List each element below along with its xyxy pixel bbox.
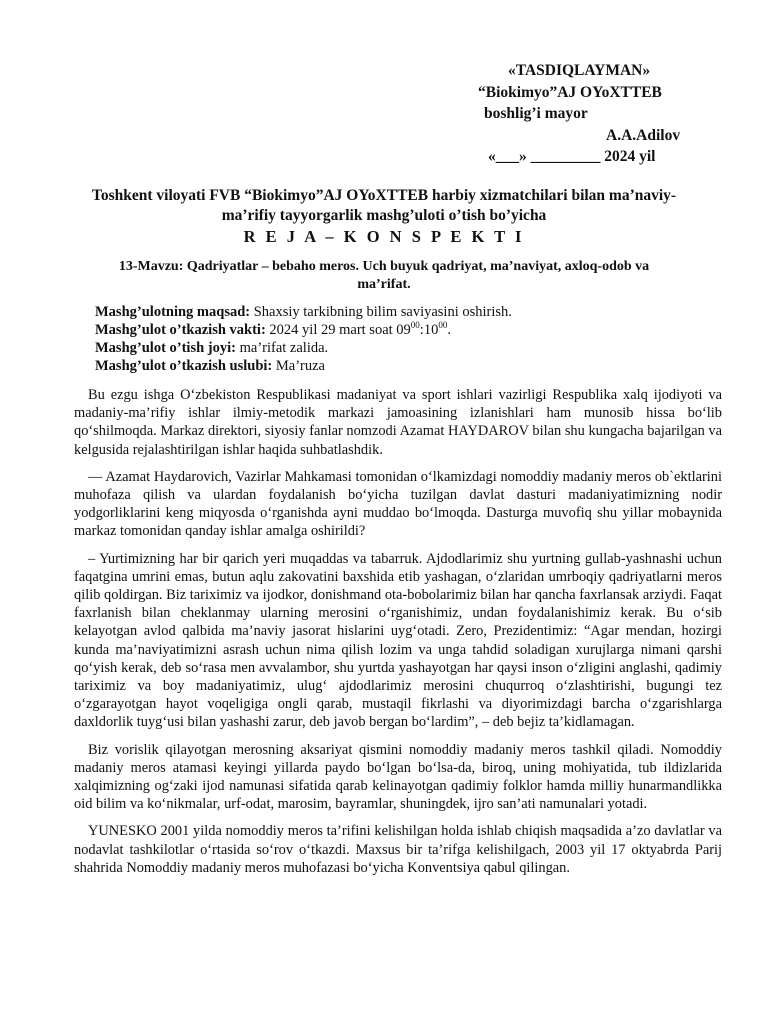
purpose-row <box>95 303 512 321</box>
approval-title: «TASDIQLAYMAN» <box>508 62 651 79</box>
place-row <box>95 339 512 357</box>
body-paragraph: – Yurtimizning har bir qarich yeri muqaddas va tabarruk. Ajdodlarimiz shu yurtning gullab-yashnashi uchun faqatgina umrini emas, butun aqlu zakovatini baxshida etib yashagan, o‘zlaridan umrboqiy qadriyatlarni meros qilib qoldirgan. Biz tariximiz va ijodkor, donishmand ota-bobolarimiz bilan har qancha faxrlansak arziydi. Faqat faxrlanish bilan cheklanmay ularning merosini o‘rganishimiz, undan foydalanishimiz kerak. Bu o‘sib kelayotgan avlod qalbida ma’naviy jasorat hislarini uyg‘otadi. Zero, Prezidentimiz: “Agar mendan, hozirgi kunda ma’naviyatimizni asrash uchun nima qilish lozim va unga tahdid soladigan xurujlarga nimani qarshi qo‘yish kerak, deb so‘rasa men avvalambor, shu yurtda yashayotgan har qaysi inson o‘zligini anglashi, qadimiy tariximiz va boy madaniyatimiz, ulug‘ ajdodlarimiz merosini chuqurroq o‘zlashtirishi, bugungi tez o‘zgarayotgan hayot voqeligiga ongli qarab, mustaqil fikrlashi va diyorimizdagi barcha o‘zgarishlarga daxldorlik tuyg‘usi bilan yashashi zarur, deb javob bergan bo‘lardim”, – deb bejiz ta’kidlamagan. <box>74 550 722 731</box>
method-value: Ma’ruza <box>272 358 325 374</box>
place-label: Mashg’ulot o’tish joyi: <box>95 340 236 356</box>
time-row <box>95 321 512 339</box>
body-paragraph: Bu ezgu ishga O‘zbekiston Respublikasi madaniyat va sport ishlari vazirligi Respublika xalq ijodiyoti va madaniy-ma’rifiy ishlar ilmiy-metodik markazi jamoasining izlanishlari ham munosib hissa bo‘lib qo‘shilmoqda. Markaz direktori, siyosiy fanlar nomzodi Azamat HAYDAROV bilan shu kungacha bajarilgan va kelgusida rejalashtirilgan ishlar haqida suhbatlashdik. <box>74 387 722 458</box>
approval-signatory-name: A.A.Adilov <box>606 126 681 144</box>
purpose-label: Mashg’ulotning maqsad: <box>95 304 251 320</box>
heading-line-2: ma’rifiy tayyorgarlik mashg’uloti o’tish bo’yicha <box>221 207 547 224</box>
document-body <box>74 386 722 886</box>
body-paragraph: — Azamat Haydarovich, Vazirlar Mahkamasi tomonidan o‘lkamizdagi nomoddiy madaniy meros ob`ektlarini muhofaza qilish va ulardan foydalanish bo‘yicha tuzilgan davlat dasturi madaniyatimizning nodir yodgorliklarini keng miqyosda o‘rganishda ayni muddao bo‘lmoqda. Dasturga muvofiq shu yillar mobaynida markaz tomonidan qanday ishlar amalga oshirildi? <box>74 468 722 540</box>
method-label: Mashg’ulot o’tkazish uslubi: <box>95 358 273 374</box>
document-type-title: R E J A – K O N S P E K T I <box>243 227 525 246</box>
method-row <box>95 357 512 375</box>
time-label: Mashg’ulot o’tkazish vakti: <box>95 322 266 338</box>
body-paragraph: YUNESKO 2001 yilda nomoddiy meros ta’rifini kelishilgan holda ishlab chiqish maqsadida a’zo davlatlar va nodavlat tashkilotlar o‘rtasida so‘rov o‘tkazdi. Maxsus bir ta’rifga kelishilgach, 2003 yil 17 oktyabrda Parij shahrida Nomoddiy madaniy meros muhofazasi bo‘yicha Konventsiya qabul qilingan. <box>74 823 722 876</box>
document-heading <box>52 186 716 248</box>
body-paragraph: Biz vorislik qilayotgan merosning aksariyat qismini nomoddiy madaniy meros tashkil qiladi. Nomoddiy madaniy meros atamasi keyingi yillarda paydo bo‘lgan bo‘lsa-da, biroq, uning mohiyatida, tub ildizlarida xalqimizning og‘zaki ijod namunasi sifatida qarab kelinayotgan qadimiy folklor hamda milliy hunarmandlikka oid bilim va ko‘nikmalar, urf-odat, marosim, bayramlar, shuningdek, ijro san’ati namunalari yotadi. <box>74 741 722 813</box>
time-value-prefix: 2024 yil 29 mart soat 09 <box>265 322 411 338</box>
lesson-details <box>95 303 512 375</box>
place-value: ma’rifat zalida. <box>235 340 329 356</box>
lesson-topic: 13-Mavzu: Qadriyatlar – bebaho meros. Uch buyuk qadriyat, ma’naviyat, axloq-odob va ma’rifat. <box>118 259 650 292</box>
time-superscript-end: 00 <box>438 320 448 331</box>
approval-date-line: «___» _________ 2024 yil <box>488 148 656 165</box>
approval-role: boshlig’i mayor <box>484 105 588 122</box>
heading-line-1: Toshkent viloyati FVB “Biokimyo”AJ OYoXTTEB harbiy xizmatchilari bilan ma’naviy- <box>91 187 677 204</box>
time-value-middle: :10 <box>419 322 439 338</box>
time-superscript-start: 00 <box>410 320 420 331</box>
time-value-suffix: . <box>447 322 451 338</box>
purpose-value: Shaxsiy tarkibning bilim saviyasini oshirish. <box>250 304 512 320</box>
approval-organization: “Biokimyo”AJ OYoXTTEB <box>478 83 662 101</box>
approval-block <box>478 60 728 168</box>
